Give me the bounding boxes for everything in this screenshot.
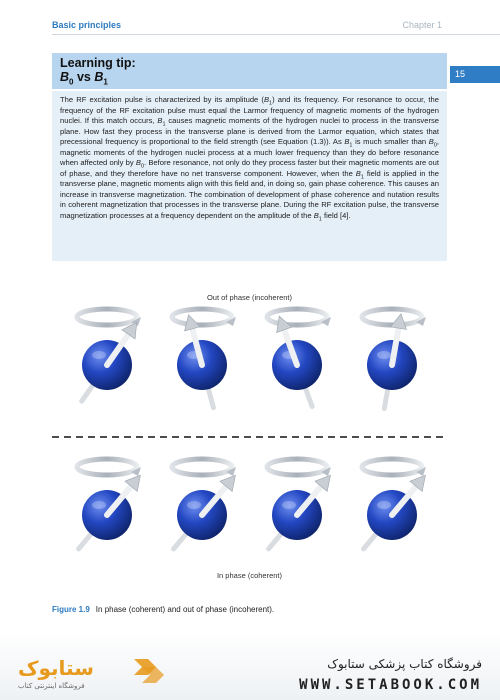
figure-number: Figure 1.9 [52, 605, 90, 614]
svg-text:فروشگاه اینترنتی کتاب: فروشگاه اینترنتی کتاب [18, 682, 85, 690]
nucleus-bottom-4 [362, 459, 426, 549]
nucleus-top-2 [172, 309, 236, 408]
nucleus-top-1 [77, 309, 141, 401]
moment-arrowhead-icon [391, 314, 407, 330]
sphere-highlight [377, 501, 391, 509]
sphere-highlight [92, 351, 106, 359]
nucleus-top-3 [267, 309, 331, 407]
precession-ring [77, 459, 137, 475]
precession-ring [362, 309, 422, 325]
learning-tip-header [52, 53, 447, 89]
store-url[interactable]: WWW.SETABOOK.COM [299, 677, 482, 693]
page-number: 15 [450, 66, 500, 83]
precession-ring [267, 459, 327, 475]
precession-ring [77, 309, 137, 325]
setabook-logo [14, 651, 174, 691]
nucleus-bottom-2 [172, 459, 236, 549]
chapter-label: Chapter 1 [402, 20, 442, 30]
learning-tip-body: The RF excitation pulse is characterized by its amplitude $(B_1)$ and its frequency. For resonance to occur, the frequency of the RF excitation pulse must equal the Larmor frequency of magnetic moments of the hydrogen nuclei. If this match occurs, $B_1$ causes magnetic moments of the hydrogen nuclei to process in the transverse plane. How fast they process in the transverse plane is derived from the Larmor equation, which states that precessional frequency is proportional to the field strength (see Equation (1.3)). As $B_1$ is much smaller than $B_0$, magnetic moments of the hydrogen nuclei process at a much lower frequency than they do before resonance when affected only by $B_0$. Before resonance, not only do they process faster but their magnetic moments are out of phase, and they therefore have no net transverse component. However, when the $B_1$ field is applied in the transverse plane, magnetic moments align with this field and, in doing so, gain phase coherence. This causes an increase in transverse magnetization. The combination of development of phase coherence and nutation results in coherent magnetization that processes in the transverse plane. During the RF excitation pulse, the transverse magnetization processes at a frequency dependent on the amplitude of the $B_1$ field [4]. [52, 91, 447, 261]
store-name: فروشگاه کتاب پزشکی ستابوک [327, 657, 482, 671]
figure-caption-text: In phase (coherent) and out of phase (incoherent). [95, 605, 275, 614]
sphere-highlight [377, 351, 391, 359]
sphere-highlight [187, 501, 201, 509]
learning-tip-title: Learning tip: [60, 56, 136, 70]
figure-phase-coherence [52, 290, 447, 590]
figure-caption [52, 605, 274, 614]
running-head [52, 20, 442, 34]
header-rule [52, 34, 500, 35]
svg-text:ستابوک: ستابوک [18, 656, 94, 680]
precession-ring [172, 309, 232, 325]
sphere-highlight [282, 501, 296, 509]
learning-tip-subtitle: $B_0$ vs $B_1$ [60, 70, 108, 87]
figure-label-out-of-phase: Out of phase (incoherent) [206, 293, 293, 302]
section-title: Basic principles [52, 20, 122, 30]
precession-ring [267, 309, 327, 325]
sphere-highlight [92, 501, 106, 509]
nucleus-bottom-3 [267, 459, 331, 549]
nucleus-bottom-1 [77, 459, 141, 549]
figure-label-in-phase: In phase (coherent) [216, 571, 283, 580]
nucleus-top-4 [362, 309, 426, 409]
precession-ring [172, 459, 232, 475]
precession-ring [362, 459, 422, 475]
nuclei-diagram [52, 290, 447, 580]
